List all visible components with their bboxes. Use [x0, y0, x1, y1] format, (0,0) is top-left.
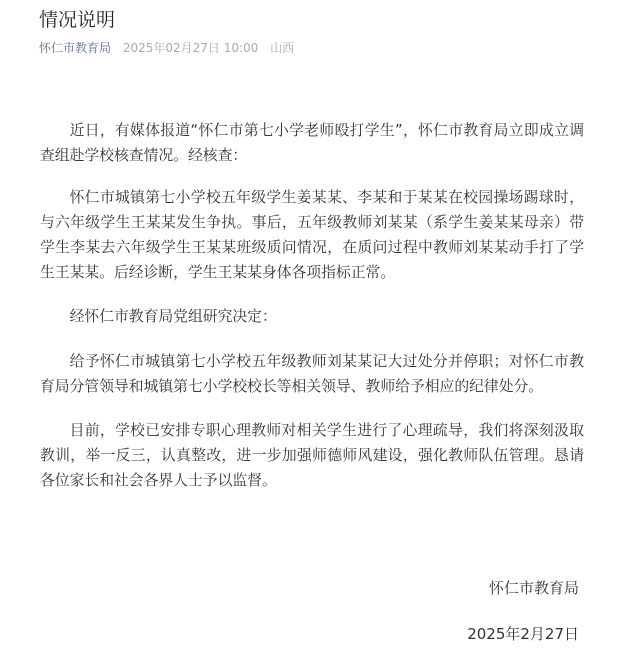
signature-org: 怀仁市教育局: [488, 579, 579, 597]
article-meta: [39, 40, 294, 56]
paragraph-findings: 怀仁市城镇第七小学校五年级学生姜某某、李某和于某某在校园操场踢球时，与六年级学生王某某发生争执。事后，五年级教师刘某某（系学生姜某某母亲）带学生李某去六年级学生王某某班级质问情况，在质问过程中教师刘某某动手打了学生王某某。后经诊断，学生王某某身体各项指标正常。: [40, 189, 584, 281]
publish-datetime: 2025年02月27日 10:00: [122, 41, 259, 55]
publish-location: 山西: [270, 41, 295, 55]
article-body: [40, 118, 584, 493]
source-account-link[interactable]: 怀仁市教育局: [39, 41, 112, 55]
signature-date: 2025年2月27日: [467, 625, 579, 643]
paragraph-decision: 给予怀仁市城镇第七小学校五年级教师刘某某记大过处分并停职；对怀仁市教育局分管领导和城镇第七小学校校长等相关领导、教师给予相应的纪律处分。: [40, 353, 584, 395]
paragraph-intro: 近日，有媒体报道“怀仁市第七小学老师殴打学生”，怀仁市教育局立即成立调查组赴学校核查情况。经核查：: [40, 122, 584, 164]
paragraph-decision-lead: 经怀仁市教育局党组研究决定：: [69, 308, 277, 325]
paragraph-followup: 目前，学校已安排专职心理教师对相关学生进行了心理疏导，我们将深刻汲取教训，举一反三，认真整改，进一步加强师德师风建设，强化教师队伍管理。恳请各位家长和社会各界人士予以监督。: [40, 422, 584, 489]
article-title: 情况说明: [39, 9, 116, 31]
